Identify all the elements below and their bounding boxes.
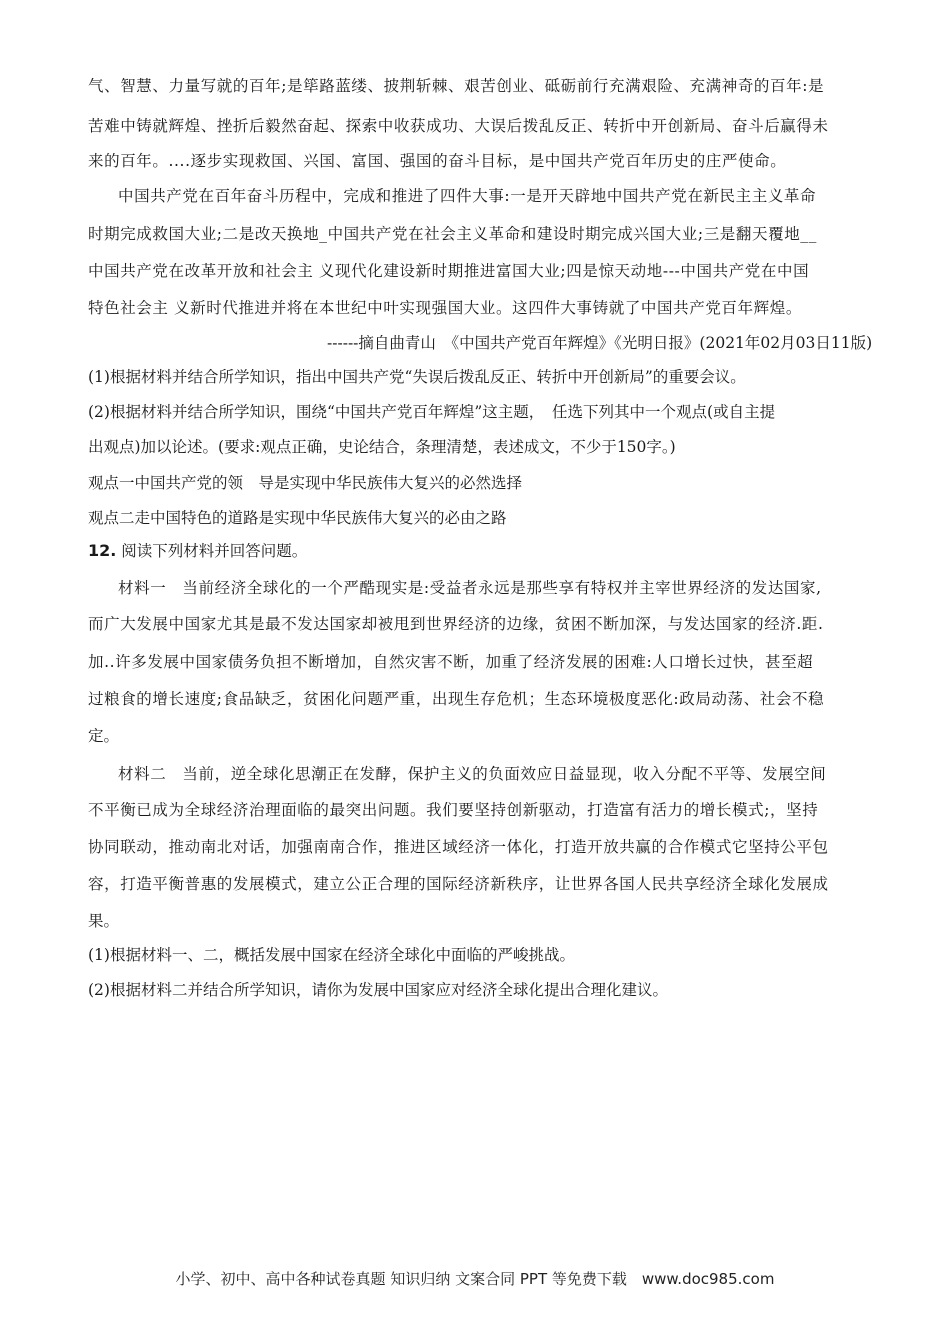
page-footer: 小学、初中、高中各种试卷真题 知识归纳 文案合同 PPT 等免费下载 www.doc985.com	[175, 1270, 775, 1288]
text-line: 气、智慧、力量写就的百年;是筚路蓝缕、披荆斩棘、艰苦创业、砥砺前行充满艰险、充满神奇的百年:是	[88, 77, 825, 95]
text-line: 中国共产党在百年奋斗历程中，完成和推进了四件大事:一是开天辟地中国共产党在新民主主义革命	[118, 187, 817, 205]
text-line: 定。	[88, 727, 120, 745]
viewpoint-one: 观点一中国共产党的领 导是实现中华民族伟大复兴的必然选择	[88, 474, 523, 492]
source-citation: ------摘自曲青山 《中国共产党百年辉煌》《光明日报》(2021年02月03日11版)	[327, 334, 873, 352]
question-number: 12.	[88, 541, 117, 560]
text-line: 时期完成救国大业;二是改天换地_中国共产党在社会主义革命和建设时期完成兴国大业;三是翻天覆地__	[88, 225, 817, 243]
viewpoint-two: 观点二走中国特色的道路是实现中华民族伟大复兴的必由之路	[88, 509, 507, 527]
text-line: 苦难中铸就辉煌、挫折后毅然奋起、探索中收获成功、大误后拨乱反正、转折中开创新局、奋斗后赢得未	[88, 117, 829, 135]
question-12-part-1: (1)根据材料一、二，概括发展中国家在经济全球化中面临的严峻挑战。	[88, 946, 575, 964]
question-prompt: 阅读下列材料并回答问题。	[121, 542, 308, 560]
question-part-2-cont: 出观点)加以论述。(要求:观点正确，史论结合，条理清楚，表述成文，不少于150字。)	[88, 438, 676, 456]
text-line: 特色社会主 义新时代推进并将在本世纪中叶实现强国大业。这四件大事铸就了中国共产党百年辉煌。	[88, 299, 802, 317]
text-line: 材料一 当前经济全球化的一个严酷现实是:受益者永远是那些享有特权并主宰世界经济的发达国家,	[118, 579, 822, 597]
text-line: 材料二 当前，逆全球化思潮正在发酵，保护主义的负面效应日益显现，收入分配不平等、发展空间	[118, 765, 827, 783]
question-part-1: (1)根据材料并结合所学知识，指出中国共产党“失误后拨乱反正、转折中开创新局”的重要会议。	[88, 368, 746, 386]
text-line: 中国共产党在改革开放和社会主 义现代化建设新时期推进富国大业;四是惊天动地---中国共产党在中国	[88, 262, 810, 280]
question-12-part-2: (2)根据材料二并结合所学知识，请你为发展中国家应对经济全球化提出合理化建议。	[88, 981, 668, 999]
question-part-2: (2)根据材料并结合所学知识，围绕“中国共产党百年辉煌”这主题， 任选下列其中一个观点(或自主提	[88, 403, 776, 421]
text-line: 不平衡已成为全球经济治理面临的最突出问题。我们要坚持创新驱动，打造富有活力的增长模式;，坚持	[88, 801, 819, 819]
question-12-header	[88, 541, 307, 561]
text-line: 而广大发展中国家尤其是最不发达国家却被甩到世界经济的边缘，贫困不断加深，与发达国家的经济.距.	[88, 615, 824, 633]
text-line: 协同联动，推动南北对话，加强南南合作，推进区域经济一体化，打造开放共赢的合作模式它坚持公平包	[88, 838, 829, 856]
text-line: 果。	[88, 912, 120, 930]
text-line: 加..许多发展中国家债务负担不断增加，自然灾害不断，加重了经济发展的困难:人口增长过快，甚至超	[88, 653, 814, 671]
text-line: 来的百年。....逐步实现救国、兴国、富国、强国的奋斗目标，是中国共产党百年历史的庄严使命。	[88, 152, 787, 170]
text-line: 容，打造平衡普惠的发展模式，建立公正合理的国际经济新秩序，让世界各国人民共享经济全球化发展成	[88, 875, 829, 893]
text-line: 过粮食的增长速度;食品缺乏，贫困化问题严重，出现生存危机；生态环境极度恶化:政局动荡、社会不稳	[88, 690, 825, 708]
